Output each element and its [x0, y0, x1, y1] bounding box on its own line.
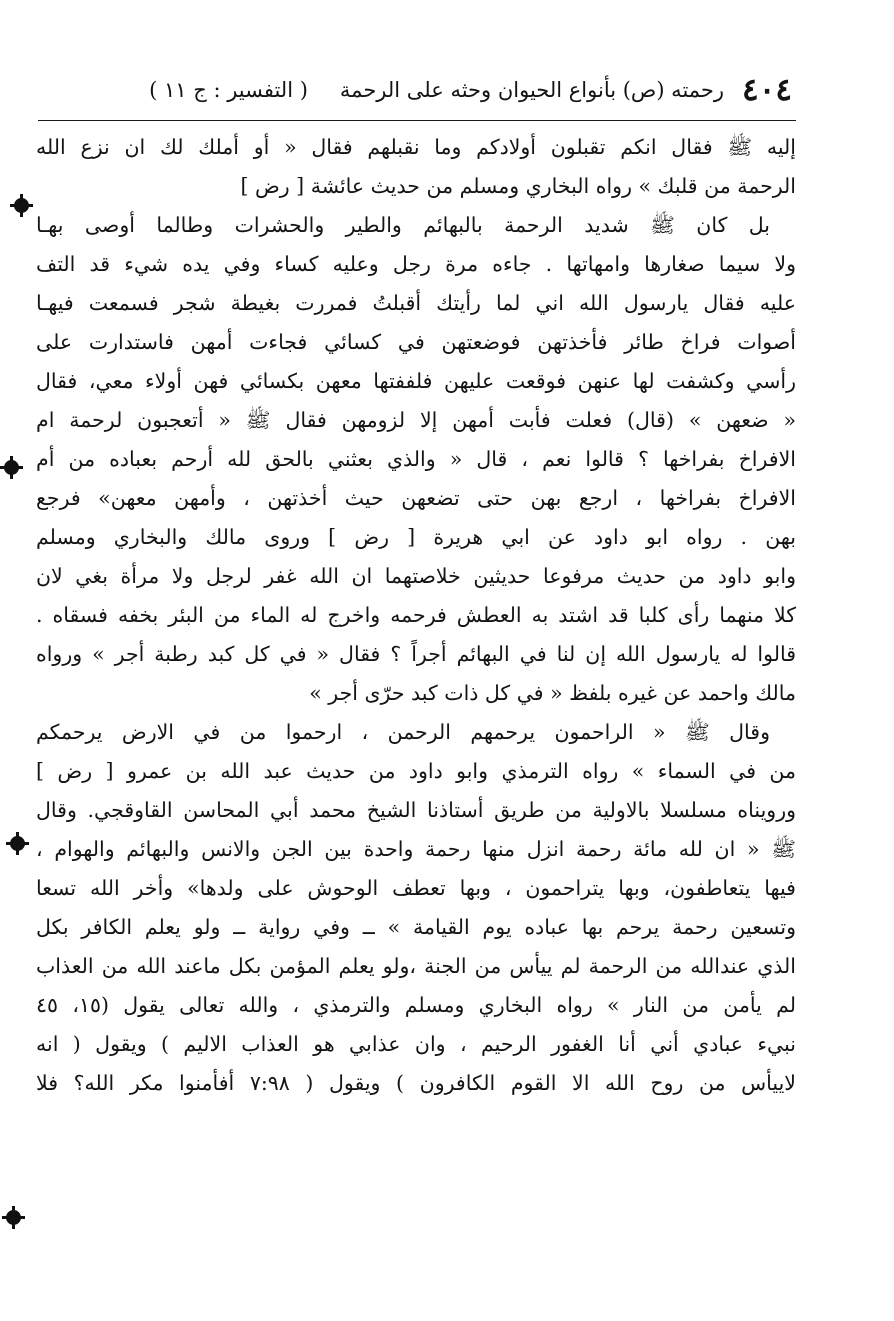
text-line: مالك واحمد عن غيره بلفظ « في كل ذات كبد حرّى أجر » [309, 681, 796, 705]
text-line: وقال ﷺ « الراحمون يرحمهم الرحمن ، ارحموا من في الارض يرحمكم [36, 720, 770, 744]
text-line: من في السماء » رواه الترمذي وابو داود من حديث عبد الله بن عمرو [ رض ] [36, 759, 796, 783]
binding-hole-mark [14, 198, 29, 213]
header-divider [38, 120, 796, 121]
page-number: ٤٠٤ [742, 72, 792, 108]
text-line: لم يأمن من النار » رواه البخاري ومسلم والترمذي ، والله تعالى يقول (١٥، ٤٥ [36, 993, 796, 1017]
text-line: عليه فقال يارسول الله اني لما رأيتك أقبلتُ فمررت بغيطة شجر فسمعت فيهـا [36, 291, 796, 315]
text-line: أصوات فراخ طائر فأخذتهن فوضعتهن في كسائي فجاءت أمهن فاستدارت على [36, 330, 796, 354]
text-line: بل كان ﷺ شديد الرحمة بالبهائم والطير والحشرات وطالما أوصى بهـا [36, 213, 770, 237]
binding-hole-mark [4, 460, 19, 475]
text-line: وتسعين رحمة يرحم بها عباده يوم القيامة » ــ وفي رواية ــ ولو يعلم الكافر بكل [36, 915, 796, 939]
binding-hole-mark [6, 1210, 21, 1225]
text-line: ورويناه مسلسلا بالاولية من طريق أستاذنا الشيخ محمد أبي المحاسن القاوقجي. وقال [36, 798, 796, 822]
running-title: رحمته (ص) بأنواع الحيوان وحثه على الرحمة [339, 78, 725, 102]
text-line: الافراخ بفراخها ، ارجع بهن حتى تضعهن حيث أخذتهن ، وأمهن معهن» فرجع [36, 486, 796, 510]
text-line: وابو داود من حديث مرفوعا حديثين خلاصتهما ان الله غفر لرجل ولا مرأة بغي لان [36, 564, 796, 588]
text-line: بهن . رواه ابو داود عن ابي هريرة [ رض ] وروى مالك والبخاري ومسلم [36, 525, 796, 549]
body-text [36, 128, 796, 1278]
text-line: ﷺ « ان لله مائة رحمة انزل منها رحمة واحدة بين الجن والانس والبهائم والهوام ، [36, 837, 796, 861]
binding-hole-mark [10, 836, 25, 851]
text-line: نبيء عبادي أني أنا الغفور الرحيم ، وان عذابي هو العذاب الاليم ) ويقول ( انه [36, 1032, 796, 1056]
text-line: لاييأس من روح الله الا القوم الكافرون ) ويقول ( ٧:٩٨ أفأمنوا مكر الله؟ فلا [36, 1071, 796, 1095]
text-line: « ضعهن » (قال) فعلت فأبت أمهن إلا لزومهن فقال ﷺ « أتعجبون لرحمة ام [36, 408, 796, 432]
text-line: كلا منهما رأى كلبا قد اشتد به العطش فرحمه واخرج له الماء من البئر بخفه فسقاه . [36, 603, 796, 627]
text-line: الافراخ بفراخها ؟ قالوا نعم ، قال « والذي بعثني بالحق لله أرحم بعباده من أم [36, 447, 796, 471]
text-line: الرحمة من قلبك » رواه البخاري ومسلم من حديث عائشة [ رض ] [240, 174, 796, 198]
text-line: إليه ﷺ فقال انكم تقبلون أولادكم وما نقبلهم فقال « أو أملك لك ان نزع الله [36, 135, 796, 159]
text-line: فيها يتعاطفون، وبها يتراحمون ، وبها تعطف الوحوش على ولدها» وأخر الله تسعا [36, 876, 796, 900]
text-line: الذي عندالله من الرحمة لم ييأس من الجنة ،ولو يعلم المؤمن بكل ماعند الله من العذاب [36, 954, 796, 978]
text-line: قالوا له يارسول الله إن لنا في البهائم أجراً ؟ فقال « في كل كبد رطبة أجر » ورواه [36, 642, 796, 666]
volume-label: ( التفسير : ج ١١ ) [149, 78, 308, 102]
text-line: رأسي وكشفت لها عنهن فوقعت عليهن فلففتها معهن بكسائي فهن أولاء معي، فقال [36, 369, 796, 393]
page-header [36, 62, 792, 118]
text-line: ولا سيما صغارها وامهاتها . جاءه مرة رجل وعليه كساء وفي يده شيء قد التف [36, 252, 796, 276]
